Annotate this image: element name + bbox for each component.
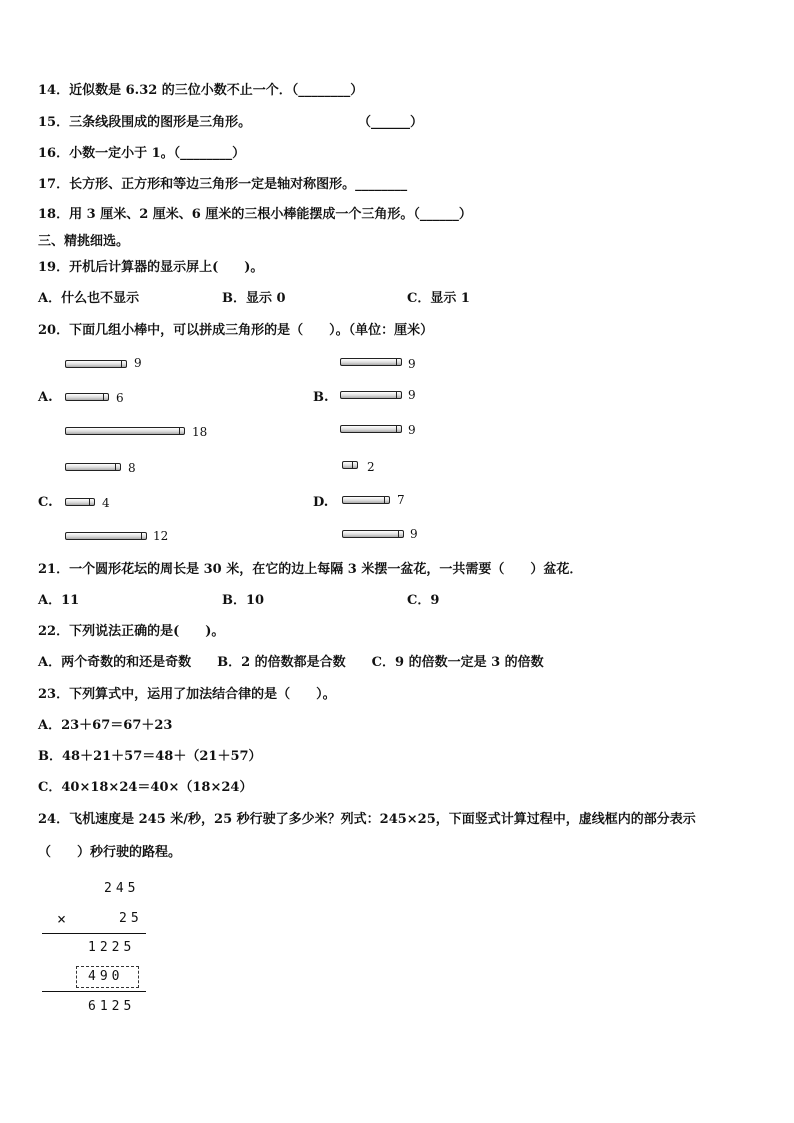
stick-b3-icon bbox=[340, 425, 402, 433]
stick-a3-icon bbox=[65, 427, 185, 435]
calc-times-sign: × bbox=[57, 910, 71, 928]
stick-b2-length: 9 bbox=[408, 388, 416, 402]
question-21-option-c: C．9 bbox=[407, 593, 440, 608]
stick-d3-icon bbox=[342, 530, 404, 538]
question-24-stem-continued: （ ）秒行驶的路程。 bbox=[38, 845, 182, 860]
stick-b1-icon bbox=[340, 358, 402, 366]
calc-second-rule bbox=[42, 991, 146, 992]
stick-d1-icon bbox=[342, 461, 358, 469]
stick-a1-icon bbox=[65, 360, 127, 368]
stick-a1-length: 9 bbox=[134, 356, 142, 370]
option-d-label: D. bbox=[313, 495, 329, 510]
question-14: 14．近似数是 6.32 的三位小数不止一个．（________） bbox=[38, 83, 364, 98]
calc-partial-product-2: 490 bbox=[88, 969, 124, 984]
question-21-option-a: A．11 bbox=[38, 593, 80, 608]
stick-a2-icon bbox=[65, 393, 109, 401]
question-19-stem: 19．开机后计算器的显示屏上( )。 bbox=[38, 260, 264, 275]
question-23-stem: 23．下列算式中，运用了加法结合律的是（ ）。 bbox=[38, 687, 336, 702]
question-19-option-a: A．什么也不显示 bbox=[38, 291, 140, 306]
stick-c1-icon bbox=[65, 463, 121, 471]
question-23-option-a: A．23＋67＝67＋23 bbox=[38, 718, 173, 733]
question-16: 16．小数一定小于 1。（________） bbox=[38, 146, 246, 161]
section-3-heading: 三、精挑细选。 bbox=[38, 234, 130, 249]
question-23-option-c: C．40×18×24＝40×（18×24） bbox=[38, 780, 253, 795]
calc-partial-product-1: 1225 bbox=[88, 940, 136, 955]
stick-c3-length: 12 bbox=[153, 529, 169, 543]
calc-multiplicand: 245 bbox=[104, 881, 140, 896]
stick-a3-length: 18 bbox=[192, 425, 208, 439]
question-19-option-c: C．显示 1 bbox=[407, 291, 470, 306]
question-15: 15．三条线段围成的图形是三角形。 bbox=[38, 115, 252, 130]
calc-multiplier: 25 bbox=[119, 911, 143, 926]
question-22-options: A．两个奇数的和还是奇数 B．2 的倍数都是合数 C．9 的倍数一定是 3 的倍数 bbox=[38, 655, 544, 670]
question-15-blank: （______） bbox=[358, 115, 424, 130]
option-b-label: B. bbox=[313, 390, 329, 405]
question-18: 18．用 3 厘米、2 厘米、6 厘米的三根小棒能摆成一个三角形。（______） bbox=[38, 207, 472, 222]
question-23-option-b: B．48＋21＋57＝48＋（21＋57） bbox=[38, 749, 262, 764]
stick-d3-length: 9 bbox=[410, 527, 418, 541]
calc-first-rule bbox=[42, 933, 146, 934]
stick-d2-length: 7 bbox=[397, 493, 405, 507]
question-22-stem: 22．下列说法正确的是( )。 bbox=[38, 624, 225, 639]
question-21-stem: 21．一个圆形花坛的周长是 30 米，在它的边上每隔 3 米摆一盆花，一共需要（ ）盆花． bbox=[38, 562, 583, 577]
stick-b2-icon bbox=[340, 391, 402, 399]
question-19-option-b: B．显示 0 bbox=[222, 291, 286, 306]
stick-c2-length: 4 bbox=[102, 496, 110, 510]
question-17: 17．长方形、正方形和等边三角形一定是轴对称图形。________ bbox=[38, 177, 408, 192]
stick-c1-length: 8 bbox=[128, 461, 136, 475]
stick-c3-icon bbox=[65, 532, 147, 540]
stick-d2-icon bbox=[342, 496, 390, 504]
question-20-stem: 20．下面几组小棒中，可以拼成三角形的是（ ）。（单位：厘米） bbox=[38, 323, 434, 338]
question-21-option-b: B．10 bbox=[222, 593, 265, 608]
stick-b1-length: 9 bbox=[408, 357, 416, 371]
stick-c2-icon bbox=[65, 498, 95, 506]
question-24-stem: 24．飞机速度是 245 米/秒，25 秒行驶了多少米？列式：245×25，下面竖式计算过程中，虚线框内的部分表示 bbox=[38, 812, 696, 827]
stick-d1-length: 2 bbox=[367, 460, 375, 474]
calc-result: 6125 bbox=[88, 999, 136, 1014]
option-a-label: A. bbox=[38, 390, 53, 405]
stick-a2-length: 6 bbox=[116, 391, 124, 405]
stick-b3-length: 9 bbox=[408, 423, 416, 437]
option-c-label: C. bbox=[38, 495, 53, 510]
